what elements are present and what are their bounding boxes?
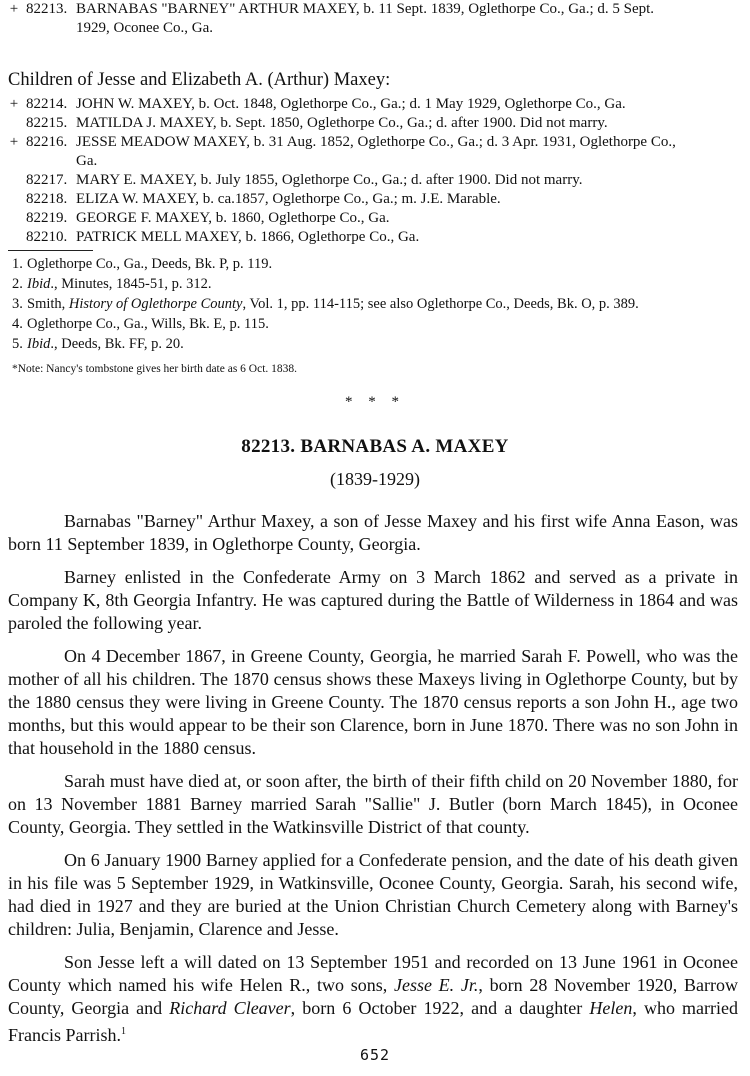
entry-text [8, 114, 744, 133]
star-note: *Note: Nancy's tombstone gives her birth date as 6 Oct. 1838. [12, 363, 298, 375]
paragraph: Sarah must have died at, or soon after, the birth of their fifth child on 20 November 1880, for on 13 November 1881 Barney married Sarah "Sallie" J. Butler (born March 1845), in Oconee County, Georgia. They settled in the Watkinsville District of that county. [8, 771, 738, 837]
footnote [12, 294, 746, 314]
footnote [12, 314, 746, 334]
entry-number: 82217. [26, 172, 68, 188]
entry-number: 82216. [26, 134, 68, 150]
entry-number: 82218. [26, 191, 68, 207]
entry-number: 82215. [26, 115, 68, 131]
entry-line: JESSE MEADOW MAXEY, b. 31 Aug. 1852, Oglethorpe Co., Ga.; d. 3 Apr. 1931, Oglethorpe Co., [76, 134, 676, 150]
child-entry [8, 209, 744, 228]
children-entries [8, 95, 744, 247]
footnote [12, 334, 746, 354]
child-entry [8, 228, 744, 247]
entry-line: ELIZA W. MAXEY, b. ca.1857, Oglethorpe Co., Ga.; m. J.E. Marable. [76, 191, 501, 207]
page-number: 652 [359, 1046, 391, 1064]
footnote-text: ., Minutes, 1845-51, p. 312. [50, 276, 212, 292]
footnote-text: Oglethorpe Co., Ga., Deeds, Bk. P, p. 119. [27, 256, 273, 272]
footnote-ref: 1 [120, 1026, 126, 1037]
entry-number: 82210. [26, 229, 68, 245]
paragraphs [8, 510, 738, 941]
text-run: , born 28 November 1920, Barrow County, Georgia and [8, 975, 738, 1018]
paragraph: Barnabas "Barney" Arthur Maxey, a son of Jesse Maxey and his first wife Anna Eason, was born 11 September 1839, in Oglethorpe County, Georgia. [8, 511, 738, 554]
footnote-number: 1. [12, 256, 23, 272]
text-run: , born 6 October 1922, and a daughter [290, 998, 590, 1018]
entry-text [8, 190, 744, 209]
paragraph: Barney enlisted in the Confederate Army on 3 March 1862 and served as a private in Company K, 8th Georgia Infantry. He was captured during the Battle of Wilderness in 1864 and was paroled the following year. [8, 567, 738, 633]
footnote-rule [8, 250, 93, 251]
footnote-text: Smith, History of Oglethorpe County, Vol. 1, pp. 114-115; see also Oglethorpe Co., Deeds, Bk. O, p. 389. [27, 296, 639, 312]
entry-number: 82219. [26, 210, 68, 226]
entry-text [8, 209, 744, 228]
entry-line: Ga. [76, 153, 98, 169]
top-entry [8, 0, 744, 38]
paragraph [8, 951, 738, 1047]
continuation-mark: + [9, 96, 19, 112]
genealogy-entry [8, 0, 744, 38]
body-text [8, 510, 738, 1057]
children-list [8, 65, 744, 247]
italic-name: Helen [589, 998, 633, 1018]
footnote-italic: Ibid [27, 276, 51, 292]
text-run: , who married Francis Parrish. [8, 998, 739, 1045]
section-separator: * * * [345, 394, 405, 410]
italic-name: Jesse E. Jr. [393, 975, 479, 995]
entry-text [8, 228, 744, 247]
child-entry [8, 95, 744, 114]
entry-text [8, 171, 744, 190]
footnote-italic: Ibid [27, 336, 51, 352]
child-entry [8, 133, 744, 171]
child-entry [8, 171, 744, 190]
footnote-list [12, 254, 746, 354]
entry-line: JOHN W. MAXEY, b. Oct. 1848, Oglethorpe Co., Ga.; d. 1 May 1929, Oglethorpe Co., Ga. [76, 96, 626, 112]
entry-text [8, 0, 744, 38]
paragraph: On 6 January 1900 Barney applied for a Confederate pension, and the date of his death given in his file was 5 September 1929, in Watkinsville, Oconee County, Georgia. Sarah, his second wife, had died in 1927 and they are buried at the Union Christian Church Cemetery along with Barney's children: Julia, Benjamin, Clarence and Jesse. [8, 850, 738, 939]
child-entry [8, 190, 744, 209]
continuation-mark: + [9, 1, 19, 17]
paragraph: On 4 December 1867, in Greene County, Georgia, he married Sarah F. Powell, who was the mother of all his children. The 1870 census shows these Maxeys living in Oglethorpe County, but by the 1880 census they were living in Greene County. The 1870 census reports a son John H., age two months, but this would appear to be their son Clarence, born in June 1870. There was no son John in that household in the 1880 census. [8, 646, 738, 758]
footnote [12, 254, 746, 274]
footnotes [12, 254, 746, 376]
footnote-text: Oglethorpe Co., Ga., Wills, Bk. E, p. 115. [27, 316, 269, 332]
child-entry [8, 114, 744, 133]
italic-name: Richard Cleaver [169, 998, 291, 1018]
continuation-mark: + [9, 134, 19, 150]
footnote-text: ., Deeds, Bk. FF, p. 20. [50, 336, 184, 352]
children-heading: Children of Jesse and Elizabeth A. (Arthur) Maxey: [8, 70, 391, 90]
footnote [12, 274, 746, 294]
entry-number: 82214. [26, 96, 68, 112]
entry-line: MATILDA J. MAXEY, b. Sept. 1850, Oglethorpe Co., Ga.; d. after 1900. Did not marry. [76, 115, 608, 131]
footnote-number: 5. [12, 336, 23, 352]
footnote-number: 2. [12, 276, 23, 292]
entry-text [8, 95, 744, 114]
entry-line: GEORGE F. MAXEY, b. 1860, Oglethorpe Co., Ga. [76, 210, 390, 226]
entry-number: 82213. [26, 1, 68, 17]
entry-line: PATRICK MELL MAXEY, b. 1866, Oglethorpe Co., Ga. [76, 229, 420, 245]
footnote-number: 4. [12, 316, 23, 332]
entry-line: 1929, Oconee Co., Ga. [76, 20, 214, 36]
footnote-number: 3. [12, 296, 23, 312]
entry-text [8, 133, 744, 171]
entry-line: BARNABAS "BARNEY" ARTHUR MAXEY, b. 11 Sept. 1839, Oglethorpe Co., Ga.; d. 5 Sept. [76, 1, 655, 17]
section-title: 82213. BARNABAS A. MAXEY [241, 436, 509, 457]
text-run: Son Jesse left a will dated on 13 September 1951 and recorded on 13 June 1961 in Oconee County which named his wife Helen R., two sons, [8, 952, 738, 995]
section-dates: (1839-1929) [330, 469, 420, 489]
entry-line: MARY E. MAXEY, b. July 1855, Oglethorpe Co., Ga.; d. after 1900. Did not marry. [76, 172, 583, 188]
